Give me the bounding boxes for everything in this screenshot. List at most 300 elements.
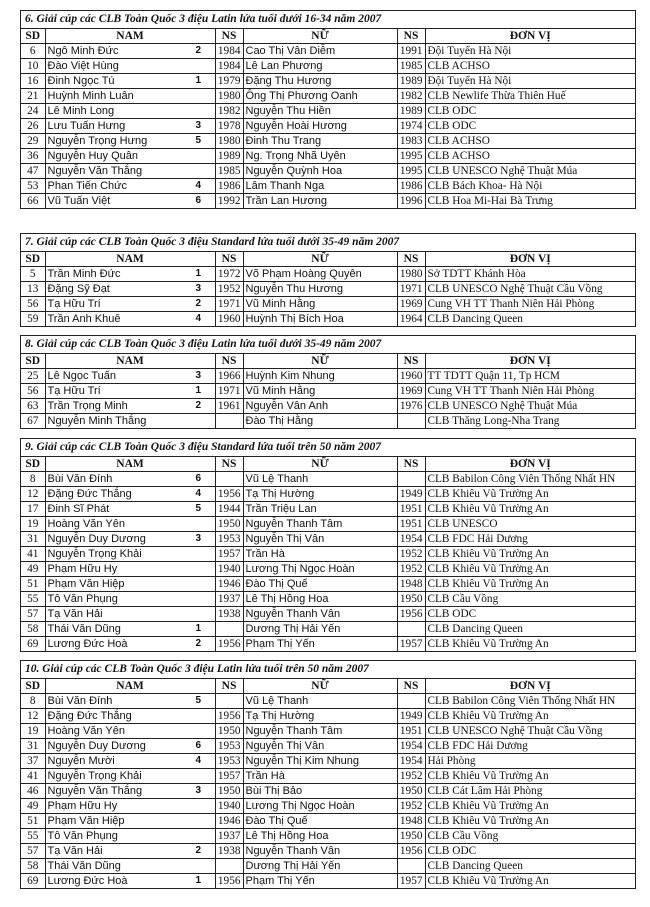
male-name: Huỳnh Minh Luân [47, 90, 134, 102]
cell-nu: Dương Thị Hải Yến [243, 859, 397, 874]
cell-nu: Lương Thị Ngọc Hoàn [243, 562, 397, 577]
table-row [21, 384, 635, 399]
cell-nam [45, 562, 215, 577]
cell-nam [45, 384, 215, 399]
cell-ns2: 1950 [397, 829, 425, 844]
cell-don-vi: Sở TDTT Khánh Hòa [425, 267, 635, 282]
cell-ns2: 1960 [397, 369, 425, 384]
cell-ns: 1984 [215, 44, 243, 59]
cell-ns: 1985 [215, 164, 243, 179]
rank-mark: 2 [195, 45, 202, 56]
cell-nam [45, 859, 215, 874]
cell-ns: 1979 [215, 74, 243, 89]
cell-nam [45, 577, 215, 592]
cell-ns: 1984 [215, 59, 243, 74]
table-row [21, 487, 635, 502]
cell-sd: 10 [21, 59, 45, 74]
cell-sd: 19 [21, 517, 45, 532]
cell-sd: 47 [21, 164, 45, 179]
table-row [21, 414, 635, 429]
rank-mark: 3 [195, 533, 202, 544]
cell-sd: 55 [21, 829, 45, 844]
cell-ns2: 1989 [397, 74, 425, 89]
cell-ns: 1944 [215, 502, 243, 517]
cell-nam [45, 799, 215, 814]
cell-sd: 67 [21, 414, 45, 429]
header-ns: NS [215, 252, 243, 267]
cell-nam [45, 44, 215, 59]
cell-nu: Trần Hà [243, 547, 397, 562]
cell-ns [215, 414, 243, 429]
cell-ns2: 1985 [397, 59, 425, 74]
cell-nu: Tạ Thị Hường [243, 487, 397, 502]
rank-mark: 4 [195, 180, 202, 191]
rank-mark: 4 [195, 488, 202, 499]
table-header-row [21, 354, 635, 369]
cell-sd: 51 [21, 577, 45, 592]
male-name: Đinh Ngọc Tú [47, 75, 115, 87]
rank-mark: 6 [195, 740, 202, 751]
cell-don-vi: Hải Phòng [425, 754, 635, 769]
cell-nam [45, 814, 215, 829]
cell-ns2: 1949 [397, 487, 425, 502]
cell-sd: 53 [21, 179, 45, 194]
male-name: Đặng Sỹ Đạt [47, 283, 110, 295]
cell-nam [45, 282, 215, 297]
table-header-row [21, 679, 635, 694]
male-name: Hoàng Văn Yên [47, 518, 125, 530]
cell-sd: 51 [21, 814, 45, 829]
header-nam: NAM [45, 354, 215, 369]
table-row [21, 312, 635, 327]
results-table [21, 679, 635, 888]
male-name: Nguyễn Trọng Khải [47, 548, 142, 560]
cell-ns2: 1986 [397, 179, 425, 194]
cell-ns: 1953 [215, 532, 243, 547]
table-row [21, 89, 635, 104]
table-row [21, 562, 635, 577]
table-row [21, 119, 635, 134]
cell-ns2: 1969 [397, 384, 425, 399]
cell-ns: 1961 [215, 399, 243, 414]
male-name: Nguyễn Minh Thắng [47, 415, 147, 427]
cell-sd: 37 [21, 754, 45, 769]
cell-ns: 1957 [215, 769, 243, 784]
cell-nam [45, 312, 215, 327]
cell-don-vi: CLB FDC Hải Dương [425, 532, 635, 547]
cell-ns: 1952 [215, 282, 243, 297]
table-row [21, 517, 635, 532]
header-ns2: NS [397, 679, 425, 694]
cell-sd: 57 [21, 607, 45, 622]
cell-ns2: 1995 [397, 149, 425, 164]
cell-ns: 1950 [215, 784, 243, 799]
cell-sd: 26 [21, 119, 45, 134]
cell-nu: Huỳnh Kim Nhung [243, 369, 397, 384]
results-table [21, 457, 635, 651]
cell-ns [215, 694, 243, 709]
table-row [21, 282, 635, 297]
cell-nam [45, 724, 215, 739]
cell-ns2: 1982 [397, 89, 425, 104]
cell-nam [45, 487, 215, 502]
table-row [21, 607, 635, 622]
table-row [21, 874, 635, 889]
cell-nam [45, 267, 215, 282]
cell-nu: Đào Thị Quế [243, 577, 397, 592]
cell-ns2: 1952 [397, 799, 425, 814]
male-name: Hoàng Văn Yên [47, 725, 125, 737]
cell-ns: 1986 [215, 179, 243, 194]
section-10 [20, 660, 636, 889]
cell-ns: 1938 [215, 844, 243, 859]
male-name: Phạm Hữu Hy [47, 563, 118, 575]
cell-nam [45, 769, 215, 784]
male-name: Tô Văn Phụng [47, 593, 118, 605]
cell-nam [45, 399, 215, 414]
cell-sd: 29 [21, 134, 45, 149]
header-don-vi: ĐƠN VỊ [425, 29, 635, 44]
cell-don-vi: CLB ODC [425, 607, 635, 622]
header-sd: SD [21, 457, 45, 472]
rank-mark: 3 [195, 283, 202, 294]
cell-nu: Huỳnh Thị Bích Hoa [243, 312, 397, 327]
cell-nu: Trần Hà [243, 769, 397, 784]
cell-sd: 69 [21, 637, 45, 652]
cell-nam [45, 74, 215, 89]
table-row [21, 769, 635, 784]
cell-ns2: 1957 [397, 874, 425, 889]
cell-ns2: 1951 [397, 502, 425, 517]
table-row [21, 577, 635, 592]
table-row [21, 799, 635, 814]
table-row [21, 297, 635, 312]
cell-ns2: 1980 [397, 267, 425, 282]
cell-nam [45, 532, 215, 547]
table-row [21, 724, 635, 739]
cell-ns2: 1954 [397, 754, 425, 769]
cell-don-vi: CLB ODC [425, 119, 635, 134]
cell-sd: 41 [21, 547, 45, 562]
cell-don-vi: CLB Khiêu Vũ Trường An [425, 577, 635, 592]
cell-ns: 1937 [215, 829, 243, 844]
cell-nam [45, 134, 215, 149]
table-row [21, 104, 635, 119]
male-name: Nguyễn Văn Thắng [47, 785, 143, 797]
cell-nu: Trần Lan Hương [243, 194, 397, 209]
cell-nam [45, 179, 215, 194]
header-sd: SD [21, 29, 45, 44]
rank-mark: 1 [195, 875, 202, 886]
cell-nam [45, 844, 215, 859]
cell-nu: Nguyễn Thanh Tâm [243, 517, 397, 532]
cell-ns: 1960 [215, 312, 243, 327]
cell-nu: Lê Thị Hồng Hoa [243, 592, 397, 607]
cell-sd: 56 [21, 297, 45, 312]
cell-ns2: 1989 [397, 104, 425, 119]
cell-ns: 1980 [215, 89, 243, 104]
cell-ns: 1957 [215, 547, 243, 562]
male-name: Tạ Văn Hải [47, 845, 103, 857]
male-name: Phạm Văn Hiệp [47, 815, 125, 827]
cell-nu: Dương Thị Hải Yến [243, 622, 397, 637]
cell-sd: 12 [21, 487, 45, 502]
cell-ns: 1953 [215, 739, 243, 754]
section-6 [20, 10, 636, 209]
table-header-row [21, 252, 635, 267]
cell-ns: 1966 [215, 369, 243, 384]
cell-ns: 1978 [215, 119, 243, 134]
section-title: 7. Giải cúp các CLB Toàn Quốc 3 điệu Standard lứa tuổi dưới 35-49 năm 2007 [21, 234, 635, 252]
cell-ns2 [397, 472, 425, 487]
cell-don-vi: CLB Hoa Mi-Hai Bà Trưng [425, 194, 635, 209]
header-sd: SD [21, 679, 45, 694]
cell-nam [45, 622, 215, 637]
cell-nu: Võ Phạm Hoàng Quyên [243, 267, 397, 282]
table-row [21, 134, 635, 149]
rank-mark: 5 [195, 503, 202, 514]
cell-don-vi: CLB Newlife Thừa Thiên Huế [425, 89, 635, 104]
cell-ns: 1937 [215, 592, 243, 607]
rank-mark: 6 [195, 473, 202, 484]
cell-nu: Đào Thị Quế [243, 814, 397, 829]
cell-sd: 5 [21, 267, 45, 282]
header-ns: NS [215, 354, 243, 369]
cell-ns2: 1976 [397, 399, 425, 414]
cell-ns: 1982 [215, 104, 243, 119]
cell-don-vi: CLB UNESCO Nghệ Thuật Cầu Vồng [425, 282, 635, 297]
rank-mark: 4 [195, 313, 202, 324]
cell-don-vi: CLB Babilon Công Viên Thống Nhất HN [425, 472, 635, 487]
male-name: Thái Văn Dũng [47, 860, 121, 872]
header-don-vi: ĐƠN VỊ [425, 252, 635, 267]
cell-ns: 1972 [215, 267, 243, 282]
cell-ns2: 1952 [397, 547, 425, 562]
header-don-vi: ĐƠN VỊ [425, 679, 635, 694]
table-row [21, 179, 635, 194]
male-name: Phan Tiến Chức [47, 180, 128, 192]
cell-nam [45, 637, 215, 652]
table-row [21, 164, 635, 179]
male-name: Nguyễn Mười [47, 755, 115, 767]
cell-ns2: 1951 [397, 517, 425, 532]
cell-don-vi: CLB ODC [425, 844, 635, 859]
cell-ns: 1989 [215, 149, 243, 164]
cell-nu: Vũ Lệ Thanh [243, 472, 397, 487]
cell-don-vi: CLB Cầu Vồng [425, 829, 635, 844]
table-row [21, 502, 635, 517]
cell-ns2: 1995 [397, 164, 425, 179]
cell-nam [45, 369, 215, 384]
male-name: Nguyễn Duy Dương [47, 533, 146, 545]
cell-don-vi: Đội Tuyển Hà Nội [425, 44, 635, 59]
cell-sd: 55 [21, 592, 45, 607]
table-row [21, 829, 635, 844]
cell-sd: 57 [21, 844, 45, 859]
header-nu: NỮ [243, 354, 397, 369]
cell-ns2 [397, 859, 425, 874]
cell-nu: Nguyễn Thu Hương [243, 282, 397, 297]
cell-sd: 16 [21, 74, 45, 89]
cell-nu: Phạm Thị Yến [243, 874, 397, 889]
cell-don-vi: CLB Dancing Queen [425, 859, 635, 874]
cell-don-vi: TT TDTT Quận 11, Tp HCM [425, 369, 635, 384]
male-name: Tạ Hữu Trí [47, 298, 101, 310]
cell-sd: 66 [21, 194, 45, 209]
cell-nam [45, 517, 215, 532]
cell-don-vi: CLB ODC [425, 104, 635, 119]
cell-ns: 1956 [215, 709, 243, 724]
header-don-vi: ĐƠN VỊ [425, 457, 635, 472]
cell-nu: Vũ Minh Hằng [243, 384, 397, 399]
cell-don-vi: CLB Bách Khoa- Hà Nội [425, 179, 635, 194]
table-row [21, 532, 635, 547]
results-table [21, 252, 635, 326]
cell-nu: Ông Thị Phương Oanh [243, 89, 397, 104]
cell-sd: 56 [21, 384, 45, 399]
cell-don-vi: CLB Dancing Queen [425, 622, 635, 637]
cell-ns2: 1950 [397, 784, 425, 799]
table-row [21, 784, 635, 799]
male-name: Đặng Đức Thắng [47, 710, 132, 722]
male-name: Lê Minh Long [47, 105, 115, 117]
cell-sd: 41 [21, 769, 45, 784]
male-name: Phạm Hữu Hy [47, 800, 118, 812]
table-row [21, 739, 635, 754]
male-name: Đinh Sĩ Phát [47, 503, 110, 515]
cell-nam [45, 547, 215, 562]
cell-nu: Nguyễn Thị Vân [243, 739, 397, 754]
cell-ns2: 1991 [397, 44, 425, 59]
cell-nam [45, 709, 215, 724]
cell-nu: Nguyễn Thanh Vân [243, 844, 397, 859]
section-9 [20, 438, 636, 652]
cell-nam [45, 592, 215, 607]
cell-nu: Đinh Thu Trang [243, 134, 397, 149]
cell-sd: 58 [21, 622, 45, 637]
rank-mark: 1 [195, 268, 202, 279]
cell-ns2: 1952 [397, 769, 425, 784]
cell-nu: Ng. Trọng Nhã Uyên [243, 149, 397, 164]
table-row [21, 814, 635, 829]
cell-nam [45, 104, 215, 119]
header-nu: NỮ [243, 457, 397, 472]
male-name: Lê Ngọc Tuấn [47, 370, 116, 382]
rank-mark: 2 [195, 400, 202, 411]
cell-nam [45, 739, 215, 754]
cell-nam [45, 502, 215, 517]
table-row [21, 59, 635, 74]
rank-mark: 5 [195, 135, 202, 146]
cell-sd: 8 [21, 472, 45, 487]
cell-sd: 13 [21, 282, 45, 297]
cell-ns2 [397, 694, 425, 709]
cell-sd: 31 [21, 532, 45, 547]
cell-don-vi: CLB UNESCO Nghệ Thuật Cầu Vồng [425, 724, 635, 739]
cell-nu: Vũ Lệ Thanh [243, 694, 397, 709]
cell-sd: 21 [21, 89, 45, 104]
header-nam: NAM [45, 29, 215, 44]
male-name: Trần Minh Đức [47, 268, 121, 280]
cell-nam [45, 694, 215, 709]
cell-ns: 1940 [215, 562, 243, 577]
cell-nu: Tạ Thị Hường [243, 709, 397, 724]
cell-ns: 1971 [215, 384, 243, 399]
rank-mark: 3 [195, 785, 202, 796]
cell-ns: 1946 [215, 814, 243, 829]
cell-ns: 1950 [215, 517, 243, 532]
cell-nu: Nguyễn Quỳnh Hoa [243, 164, 397, 179]
cell-don-vi: CLB ACHSO [425, 149, 635, 164]
table-row [21, 844, 635, 859]
rank-mark: 1 [195, 623, 202, 634]
cell-ns2: 1969 [397, 297, 425, 312]
cell-ns2: 1949 [397, 709, 425, 724]
cell-don-vi: CLB Khiêu Vũ Trường An [425, 709, 635, 724]
male-name: Nguyễn Trọng Khải [47, 770, 142, 782]
male-name: Trần Trọng Minh [47, 400, 128, 412]
cell-ns: 1938 [215, 607, 243, 622]
male-name: Trần Anh Khuê [47, 313, 121, 325]
cell-don-vi: CLB Babilon Công Viên Thống Nhất HN [425, 694, 635, 709]
rank-mark: 1 [195, 385, 202, 396]
cell-don-vi: CLB Dancing Queen [425, 312, 635, 327]
cell-sd: 8 [21, 694, 45, 709]
table-row [21, 472, 635, 487]
header-ns2: NS [397, 354, 425, 369]
table-row [21, 74, 635, 89]
cell-don-vi: CLB FDC Hải Dương [425, 739, 635, 754]
table-row [21, 622, 635, 637]
cell-sd: 31 [21, 739, 45, 754]
section-7 [20, 233, 636, 327]
cell-ns: 1956 [215, 487, 243, 502]
header-nam: NAM [45, 252, 215, 267]
cell-nu: Nguyễn Vân Anh [243, 399, 397, 414]
cell-nam [45, 874, 215, 889]
cell-don-vi: CLB Khiêu Vũ Trường An [425, 547, 635, 562]
header-ns2: NS [397, 29, 425, 44]
cell-ns: 1971 [215, 297, 243, 312]
cell-nam [45, 784, 215, 799]
male-name: Lương Đức Hoà [47, 638, 128, 650]
cell-ns: 1992 [215, 194, 243, 209]
cell-ns: 1953 [215, 754, 243, 769]
cell-nu: Nguyễn Hoài Hương [243, 119, 397, 134]
header-nam: NAM [45, 679, 215, 694]
section-8 [20, 335, 636, 429]
cell-sd: 63 [21, 399, 45, 414]
cell-sd: 59 [21, 312, 45, 327]
cell-ns2: 1950 [397, 592, 425, 607]
cell-nu: Nguyễn Thị Kim Nhung [243, 754, 397, 769]
cell-ns2: 1952 [397, 562, 425, 577]
cell-nam [45, 607, 215, 622]
results-table [21, 354, 635, 428]
cell-nam [45, 829, 215, 844]
cell-nu: Lâm Thanh Nga [243, 179, 397, 194]
rank-mark: 3 [195, 120, 202, 131]
cell-nu: Lê Thị Hồng Hoa [243, 829, 397, 844]
table-row [21, 44, 635, 59]
cell-nu: Vũ Minh Hằng [243, 297, 397, 312]
cell-nu: Phạm Thị Yến [243, 637, 397, 652]
cell-don-vi: Cung VH TT Thanh Niên Hải Phòng [425, 384, 635, 399]
header-don-vi: ĐƠN VỊ [425, 354, 635, 369]
cell-sd: 69 [21, 874, 45, 889]
cell-sd: 17 [21, 502, 45, 517]
cell-nu: Lê Lan Phương [243, 59, 397, 74]
